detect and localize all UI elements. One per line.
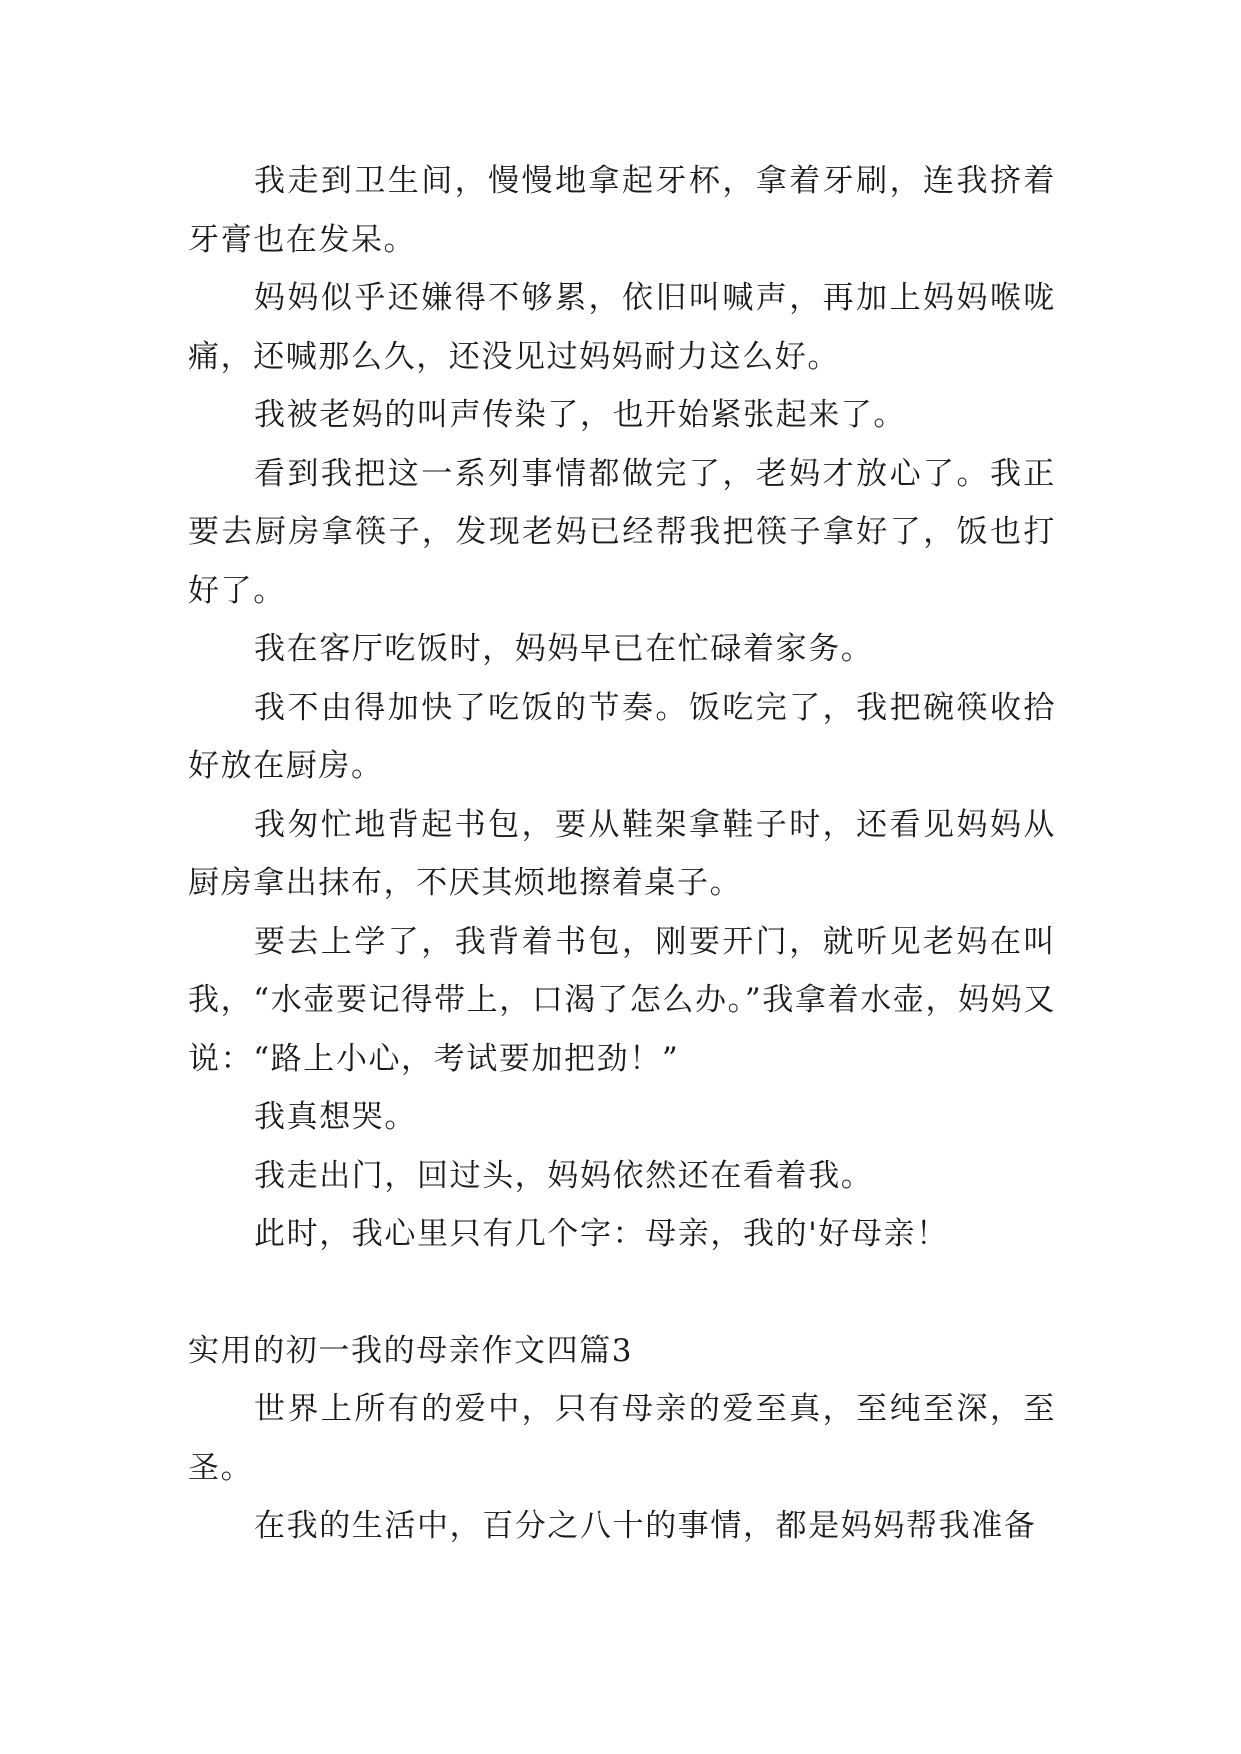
paragraph: 我被老妈的叫声传染了，也开始紧张起来了。: [254, 397, 906, 433]
section-title: 实用的初一我的母亲作文四篇3: [188, 1332, 634, 1369]
paragraph: 看到我把这一系列事情都做完了，老妈才放心了。我正要去厨房拿筷子，发现老妈已经帮我把筷子拿好了，饭也打好了。: [188, 455, 1056, 609]
paragraph: 我真想哭。: [254, 1099, 417, 1135]
paragraph: 我不由得加快了吃饭的节奏。饭吃完了，我把碗筷收拾好放在厨房。: [188, 689, 1056, 784]
section-spacer: [188, 1264, 1056, 1322]
paragraph: 在我的生活中，百分之八十的事情，都是妈妈帮我准备: [254, 1508, 1037, 1544]
paragraph: 我匆忙地背起书包，要从鞋架拿鞋子时，还看见妈妈从厨房拿出抹布，不厌其烦地擦着桌子。: [188, 806, 1056, 901]
paragraph: 妈妈似乎还嫌得不够累，依旧叫喊声，再加上妈妈喉咙痛，还喊那么久，还没见过妈妈耐力这么好。: [188, 280, 1056, 375]
paragraph: 要去上学了，我背着书包，刚要开门，就听见老妈在叫我，“水壶要记得带上，口渴了怎么办。”我拿着水壶，妈妈又说：“路上小心，考试要加把劲！”: [188, 923, 1056, 1077]
paragraph: 我走到卫生间，慢慢地拿起牙杯，拿着牙刷，连我挤着牙膏也在发呆。: [188, 163, 1056, 258]
paragraph: 世界上所有的爱中，只有母亲的爱至真，至纯至深，至圣。: [188, 1391, 1056, 1486]
paragraph: 此时，我心里只有几个字：母亲，我的'好母亲！: [254, 1216, 949, 1252]
document-page: [188, 152, 1056, 1556]
paragraph: 我走出门，回过头，妈妈依然还在看着我。: [254, 1157, 874, 1194]
paragraph: 我在客厅吃饭时，妈妈早已在忙碌着家务。: [254, 631, 874, 667]
